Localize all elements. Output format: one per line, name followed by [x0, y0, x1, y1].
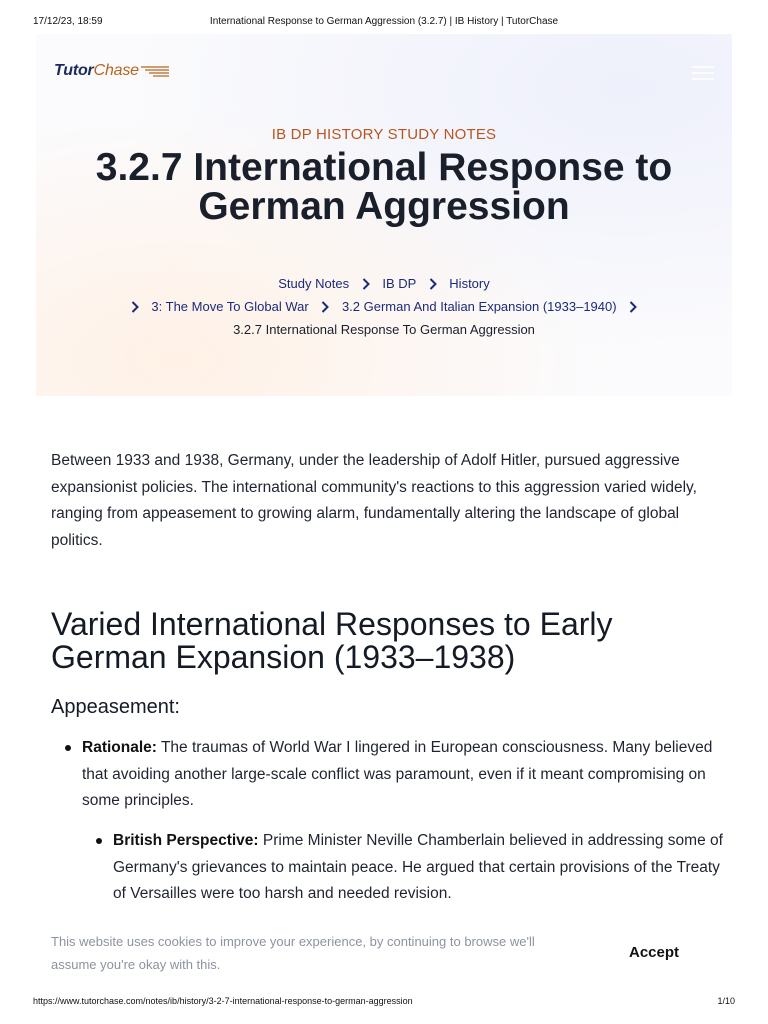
subsection-heading: Appeasement:	[51, 696, 180, 718]
logo-part-tutor: Tutor	[54, 62, 94, 79]
page-number: 1/10	[717, 996, 735, 1006]
tutorchase-logo[interactable]	[54, 60, 169, 82]
breadcrumb-row-2	[36, 299, 732, 314]
breadcrumb-unit[interactable]: 3: The Move To Global War	[151, 299, 309, 314]
nested-bullet-list	[113, 828, 723, 908]
logo-wordmark	[54, 62, 139, 80]
bullet-label: Rationale:	[82, 739, 157, 756]
print-page-title: International Response to German Aggression (3.2.7) | IB History | TutorChase	[209, 16, 559, 27]
chevron-right-icon	[629, 301, 637, 313]
section-heading: Varied International Responses to Early German Expansion (1933–1938)	[51, 606, 613, 675]
breadcrumb-ib-dp[interactable]: IB DP	[382, 276, 417, 291]
chevron-right-icon	[429, 278, 437, 290]
logo-part-chase: Chase	[93, 62, 139, 79]
print-footer	[0, 996, 768, 1010]
breadcrumb-study-notes[interactable]: Study Notes	[278, 276, 350, 291]
hamburger-menu-icon[interactable]	[692, 66, 714, 80]
hero-banner	[36, 34, 732, 396]
print-header	[0, 14, 768, 30]
breadcrumb	[36, 276, 732, 291]
breadcrumb-current: 3.2.7 International Response To German Aggression	[233, 322, 535, 337]
bullet-text: Prime Minister Neville Chamberlain believed in addressing some of Germany's grievances to maintain peace. He argued that certain provisions of the Treaty of Versailles were too harsh and needed revision.	[113, 832, 723, 903]
bullet-label: British Perspective:	[113, 832, 259, 849]
list-item	[113, 828, 723, 908]
chevron-right-icon	[321, 301, 329, 313]
chevron-right-icon	[362, 278, 370, 290]
print-url: https://www.tutorchase.com/notes/ib/history/3-2-7-international-response-to-german-aggression	[33, 996, 413, 1006]
cookie-message: This website uses cookies to improve your experience, by continuing to browse we'll assume you're okay with this.	[51, 934, 535, 972]
cookie-banner	[0, 918, 768, 990]
accept-cookies-button[interactable]: Accept	[612, 938, 696, 966]
intro-paragraph: Between 1933 and 1938, Germany, under the leadership of Adolf Hitler, pursued aggressive expansionist policies. The international community's reactions to this aggression varied widely, ranging from appeasement to growing alarm, fundamentally altering the landscape of global politics.	[51, 452, 697, 549]
page-title: 3.2.7 International Response to German Aggression	[95, 146, 673, 228]
logo-speed-lines-icon	[141, 65, 169, 77]
bullet-list	[82, 735, 722, 815]
print-datetime: 17/12/23, 18:59	[33, 16, 103, 27]
bullet-text: The traumas of World War I lingered in European consciousness. Many believed that avoiding another large-scale conflict was paramount, even if it meant compromising on some principles.	[82, 739, 713, 810]
list-item	[82, 735, 722, 815]
chevron-right-icon	[131, 301, 139, 313]
breadcrumb-history[interactable]: History	[449, 276, 490, 291]
page-kicker: IB DP HISTORY STUDY NOTES	[271, 126, 497, 143]
breadcrumb-topic[interactable]: 3.2 German And Italian Expansion (1933–1940)	[341, 299, 617, 314]
